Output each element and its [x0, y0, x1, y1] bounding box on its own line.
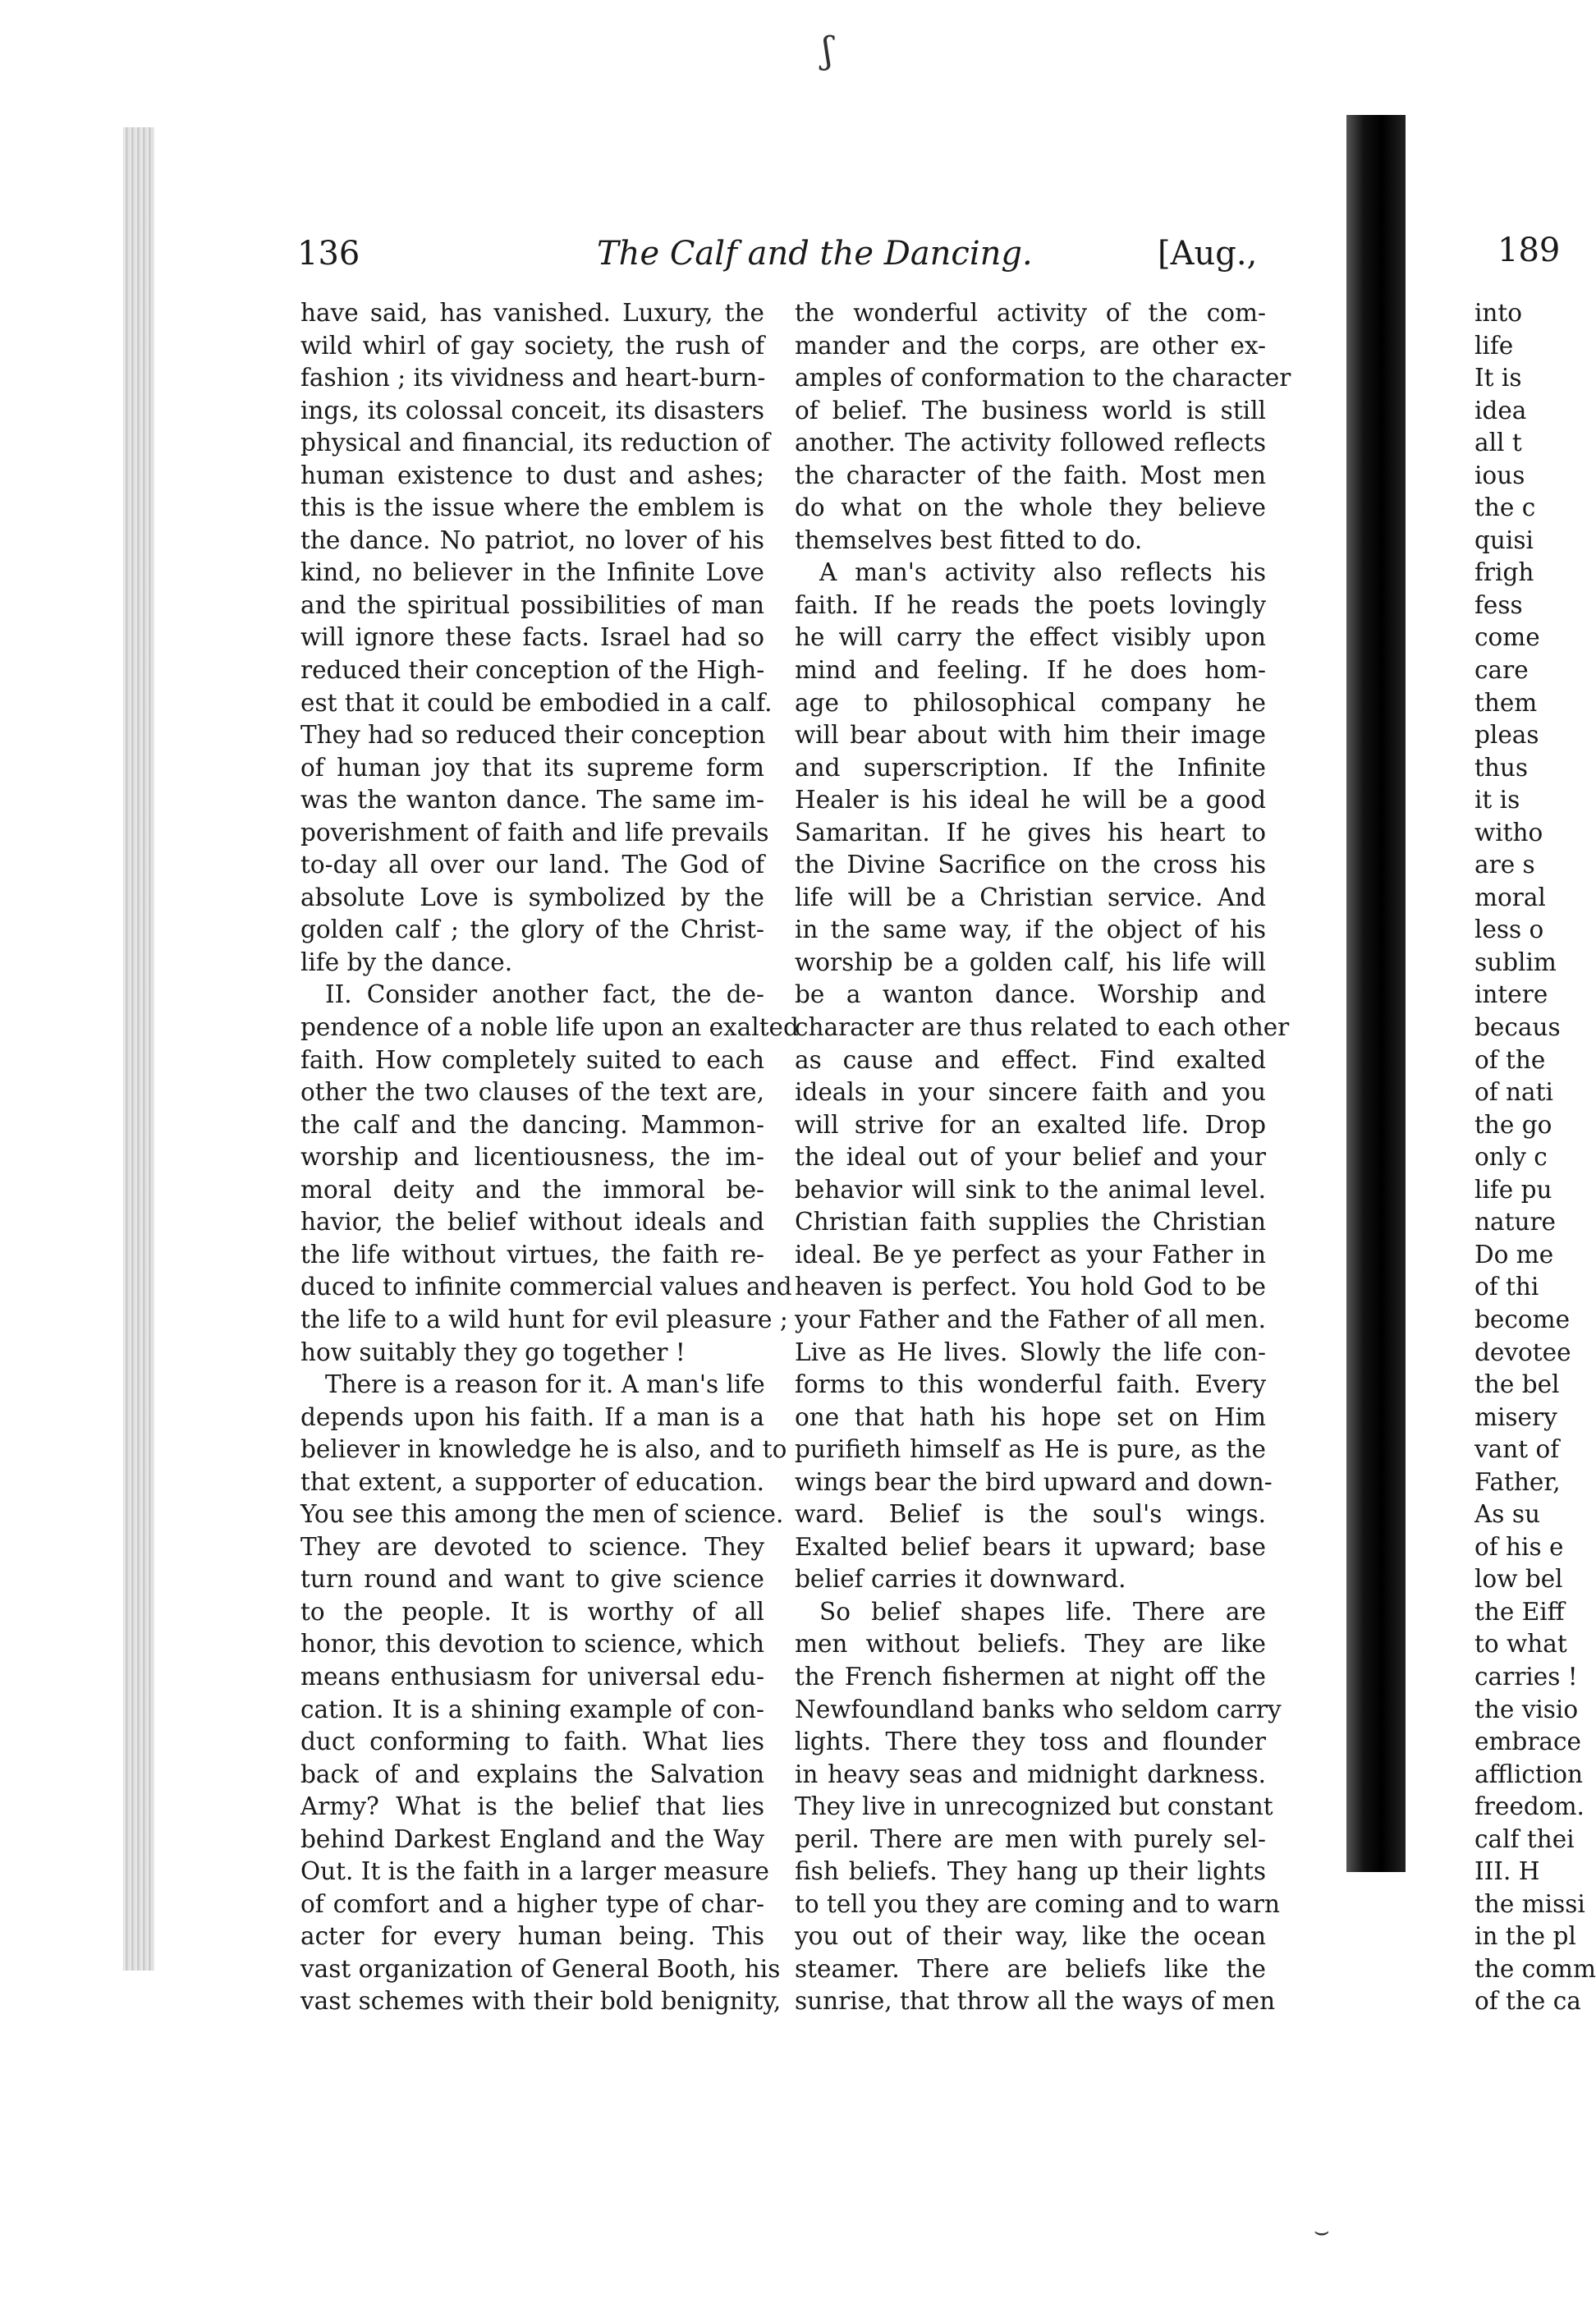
- facing-line-fragment: become: [1474, 1305, 1571, 1333]
- paragraph: [300, 1369, 787, 2018]
- text-line: ideal. Be ye perfect as your Father in: [795, 1240, 1266, 1269]
- text-line: Christian faith supplies the Christian: [795, 1208, 1266, 1237]
- facing-line-fragment: of thi: [1474, 1273, 1539, 1301]
- book-gutter: [1346, 115, 1406, 1872]
- facing-line-fragment: of the: [1474, 1045, 1546, 1074]
- facing-line-fragment: calf thei: [1474, 1824, 1575, 1853]
- facing-line-fragment: the c: [1474, 493, 1536, 522]
- scan-speck: ʃ: [823, 30, 832, 71]
- text-line: lights. There they toss and flounder: [795, 1728, 1266, 1756]
- text-line: the life without virtues, the faith re-: [300, 1240, 764, 1269]
- facing-line-fragment: moral: [1474, 883, 1546, 911]
- text-line: worship and licentiousness, the im-: [300, 1143, 764, 1172]
- facing-line-fragment: It is: [1474, 364, 1522, 392]
- facing-line-fragment: the bel: [1474, 1370, 1560, 1399]
- text-line: will ignore these facts. Israel had so: [300, 623, 764, 652]
- text-line: and superscription. If the Infinite: [795, 753, 1266, 782]
- text-line: the wonderful activity of the com-: [795, 299, 1266, 327]
- text-line: the dance. No patriot, no lover of his: [300, 525, 764, 554]
- text-line: how suitably they go together !: [300, 1338, 686, 1366]
- text-line: another. The activity followed reflects: [795, 429, 1266, 457]
- text-line: in the same way, if the object of his: [795, 915, 1266, 944]
- text-line: age to philosophical company he: [795, 688, 1266, 717]
- text-line: havior, the belief without ideals and: [300, 1208, 764, 1237]
- facing-line-fragment: are s: [1474, 851, 1535, 879]
- facing-page-number: 189: [1497, 232, 1561, 269]
- text-line: Newfoundland banks who seldom carry: [795, 1695, 1282, 1723]
- facing-line-fragment: witho: [1474, 818, 1543, 847]
- text-line: of human joy that its supreme form: [300, 753, 764, 782]
- facing-line-fragment: carries !: [1474, 1662, 1578, 1691]
- facing-line-fragment: misery: [1474, 1402, 1557, 1431]
- facing-line-fragment: only c: [1474, 1143, 1548, 1172]
- text-line: wild whirl of gay society, the rush of: [300, 331, 764, 360]
- text-line: golden calf ; the glory of the Christ-: [300, 915, 764, 944]
- text-line: physical and financial, its reduction of: [300, 429, 770, 457]
- facing-page-fragment: [1406, 99, 1596, 2016]
- facing-line-fragment: embrace: [1474, 1728, 1581, 1756]
- text-line: to the people. It is worthy of all: [300, 1597, 764, 1626]
- text-line: behavior will sink to the animal level.: [795, 1175, 1266, 1204]
- paragraph: [300, 979, 799, 1369]
- text-line: was the wanton dance. The same im-: [300, 786, 764, 815]
- text-line: duct conforming to faith. What lies: [300, 1728, 764, 1756]
- text-line: human existence to dust and ashes;: [300, 461, 764, 489]
- facing-line-fragment: fess: [1474, 590, 1523, 619]
- facing-line-fragment: come: [1474, 623, 1540, 652]
- text-line: and the spiritual possibilities of man: [300, 590, 764, 619]
- facing-line-fragment: all t: [1474, 429, 1522, 457]
- facing-line-fragment: in the pl: [1474, 1922, 1576, 1951]
- facing-line-fragment: less o: [1474, 915, 1544, 944]
- text-line: cation. It is a shining example of con-: [300, 1695, 764, 1723]
- text-line: of comfort and a higher type of char-: [300, 1889, 764, 1918]
- text-line: he will carry the effect visibly upon: [795, 623, 1266, 652]
- text-line: ward. Belief is the soul's wings.: [795, 1500, 1266, 1529]
- text-line: pendence of a noble life upon an exalted: [300, 1013, 799, 1042]
- facing-line-fragment: Do me: [1474, 1240, 1554, 1269]
- text-line: poverishment of faith and life prevails: [300, 818, 769, 847]
- text-line: forms to this wonderful faith. Every: [795, 1370, 1266, 1399]
- text-line: will bear about with him their image: [795, 721, 1266, 750]
- running-date: [Aug.,: [1158, 235, 1258, 273]
- facing-line-fragment: the missi: [1474, 1889, 1585, 1918]
- facing-line-fragment: the go: [1474, 1110, 1552, 1139]
- text-line: Healer is his ideal he will be a good: [795, 786, 1266, 815]
- paragraph: [795, 1596, 1282, 2018]
- text-line: faith. How completely suited to each: [300, 1045, 764, 1074]
- text-line: believer in knowledge he is also, and to: [300, 1435, 787, 1464]
- facing-line-fragment: As su: [1474, 1500, 1540, 1529]
- text-line: to-day all over our land. The God of: [300, 851, 764, 879]
- text-line: kind, no believer in the Infinite Love: [300, 558, 764, 587]
- paragraph: [300, 297, 773, 979]
- running-head: [297, 235, 1270, 284]
- text-line: mind and feeling. If he does hom-: [795, 656, 1266, 685]
- text-line: this is the issue where the emblem is: [300, 493, 764, 522]
- text-line: Live as He lives. Slowly the life con-: [795, 1338, 1266, 1366]
- facing-line-fragment: into: [1474, 299, 1523, 327]
- text-line: turn round and want to give science: [300, 1565, 764, 1594]
- text-line: you out of their way, like the ocean: [795, 1922, 1266, 1951]
- running-title: The Calf and the Dancing.: [597, 235, 1033, 273]
- text-line: worship be a golden calf, his life will: [795, 948, 1266, 976]
- text-line: fashion ; its vividness and heart-burn-: [300, 364, 766, 392]
- text-line: ideals in your sincere faith and you: [795, 1078, 1266, 1107]
- facing-line-fragment: becaus: [1474, 1013, 1561, 1042]
- text-line: steamer. There are beliefs like the: [795, 1954, 1266, 1983]
- text-line: men without beliefs. They are like: [795, 1630, 1266, 1659]
- facing-line-fragment: thus: [1474, 753, 1528, 782]
- text-line: that extent, a supporter of education.: [300, 1467, 764, 1496]
- text-line: have said, has vanished. Luxury, the: [300, 299, 764, 327]
- text-line: ings, its colossal conceit, its disasters: [300, 396, 764, 424]
- text-line: one that hath his hope set on Him: [795, 1402, 1266, 1431]
- right-text-column: [795, 297, 1291, 2018]
- facing-line-fragment: life pu: [1474, 1175, 1552, 1204]
- facing-line-fragment: life: [1474, 331, 1514, 360]
- text-line: to tell you they are coming and to warn: [795, 1889, 1280, 1918]
- facing-line-fragment: quisi: [1474, 525, 1534, 554]
- text-line: do what on the whole they believe: [795, 493, 1266, 522]
- text-line: in heavy seas and midnight darkness.: [795, 1760, 1266, 1788]
- text-line: be a wanton dance. Worship and: [795, 980, 1266, 1009]
- text-line: Out. It is the faith in a larger measure: [300, 1857, 769, 1886]
- text-line: mander and the corps, are other ex-: [795, 331, 1266, 360]
- text-line: life will be a Christian service. And: [795, 883, 1266, 911]
- paragraph: [795, 557, 1290, 1596]
- facing-line-fragment: affliction: [1474, 1760, 1583, 1788]
- facing-line-fragment: intere: [1474, 980, 1548, 1009]
- text-line: belief carries it downward.: [795, 1565, 1126, 1594]
- facing-line-fragment: devotee: [1474, 1338, 1571, 1366]
- text-line: They are devoted to science. They: [300, 1532, 764, 1561]
- facing-page-lines: [1474, 297, 1596, 2018]
- facing-line-fragment: sublim: [1474, 948, 1557, 976]
- facing-line-fragment: the comm: [1474, 1954, 1596, 1983]
- text-line: as cause and effect. Find exalted: [795, 1045, 1266, 1074]
- facing-line-fragment: III. H: [1474, 1857, 1540, 1886]
- facing-line-fragment: ious: [1474, 461, 1525, 489]
- facing-line-fragment: frigh: [1474, 558, 1534, 587]
- text-line: amples of conformation to the character: [795, 364, 1291, 392]
- text-line: themselves best fitted to do.: [795, 525, 1143, 554]
- paragraph: [795, 297, 1291, 557]
- text-line: absolute Love is symbolized by the: [300, 883, 764, 911]
- facing-line-fragment: care: [1474, 656, 1529, 685]
- text-line: the calf and the dancing. Mammon-: [300, 1110, 764, 1139]
- text-line: the character of the faith. Most men: [795, 461, 1266, 489]
- facing-line-fragment: nature: [1474, 1208, 1557, 1237]
- text-line: the life to a wild hunt for evil pleasure ;: [300, 1305, 788, 1333]
- text-line: of belief. The business world is still: [795, 396, 1266, 424]
- text-line: They had so reduced their conception: [300, 721, 766, 750]
- text-line: means enthusiasm for universal edu-: [300, 1662, 764, 1691]
- text-line: They live in unrecognized but constant: [795, 1792, 1273, 1821]
- text-line: acter for every human being. This: [300, 1922, 764, 1951]
- text-line: honor, this devotion to science, which: [300, 1630, 764, 1659]
- text-line: the ideal out of your belief and your: [795, 1143, 1266, 1172]
- facing-line-fragment: of the ca: [1474, 1987, 1581, 2016]
- text-line: depends upon his faith. If a man is a: [300, 1402, 764, 1431]
- facing-line-fragment: of nati: [1474, 1078, 1553, 1107]
- text-line: faith. If he reads the poets lovingly: [795, 590, 1266, 619]
- text-line: back of and explains the Salvation: [300, 1760, 764, 1788]
- facing-line-fragment: the visio: [1474, 1695, 1579, 1723]
- facing-line-fragment: of his e: [1474, 1532, 1564, 1561]
- text-line: est that it could be embodied in a calf.: [300, 688, 773, 717]
- text-line: You see this among the men of science.: [300, 1500, 784, 1529]
- facing-line-fragment: the Eiff: [1474, 1597, 1565, 1626]
- facing-line-fragment: pleas: [1474, 721, 1539, 750]
- text-line: heaven is perfect. You hold God to be: [795, 1273, 1266, 1301]
- text-line: So belief shapes life. There are: [819, 1597, 1266, 1626]
- text-line: peril. There are men with purely sel-: [795, 1824, 1266, 1853]
- text-line: character are thus related to each other: [795, 1013, 1290, 1042]
- text-line: reduced their conception of the High-: [300, 656, 765, 685]
- text-line: Army? What is the belief that lies: [300, 1792, 764, 1821]
- text-line: moral deity and the immoral be-: [300, 1175, 764, 1204]
- facing-line-fragment: freedom.: [1474, 1792, 1585, 1821]
- text-line: duced to infinite commercial values and: [300, 1273, 792, 1301]
- text-line: Samaritan. If he gives his heart to: [795, 818, 1266, 847]
- text-line: vast organization of General Booth, his: [300, 1954, 781, 1983]
- facing-line-fragment: them: [1474, 688, 1538, 717]
- text-line: your Father and the Father of all men.: [795, 1305, 1266, 1333]
- facing-line-fragment: low bel: [1474, 1565, 1563, 1594]
- text-line: wings bear the bird upward and down-: [795, 1467, 1273, 1496]
- text-line: vast schemes with their bold benignity,: [300, 1987, 782, 2016]
- page-edge-shadow: [123, 127, 154, 1971]
- text-line: II. Consider another fact, the de-: [325, 980, 764, 1009]
- left-text-column: [300, 297, 799, 2018]
- facing-line-fragment: it is: [1474, 786, 1520, 815]
- scan-speck: ⌣: [1314, 2217, 1330, 2246]
- text-line: A man's activity also reflects his: [819, 558, 1266, 587]
- facing-line-fragment: vant of: [1474, 1435, 1560, 1464]
- text-line: purifieth himself as He is pure, as the: [795, 1435, 1266, 1464]
- page-number: 136: [297, 235, 360, 273]
- text-line: behind Darkest England and the Way: [300, 1824, 764, 1853]
- text-line: life by the dance.: [300, 948, 513, 976]
- facing-line-fragment: Father,: [1474, 1467, 1561, 1496]
- text-line: the French fishermen at night off the: [795, 1662, 1266, 1691]
- text-line: fish beliefs. They hang up their lights: [795, 1857, 1266, 1886]
- text-line: There is a reason for it. A man's life: [325, 1370, 765, 1399]
- text-line: sunrise, that throw all the ways of men: [795, 1987, 1276, 2016]
- text-line: Exalted belief bears it upward; base: [795, 1532, 1266, 1561]
- text-line: will strive for an exalted life. Drop: [795, 1110, 1266, 1139]
- facing-line-fragment: to what: [1474, 1630, 1567, 1659]
- text-line: other the two clauses of the text are,: [300, 1078, 764, 1107]
- facing-line-fragment: idea: [1474, 396, 1527, 424]
- text-line: the Divine Sacrifice on the cross his: [795, 851, 1266, 879]
